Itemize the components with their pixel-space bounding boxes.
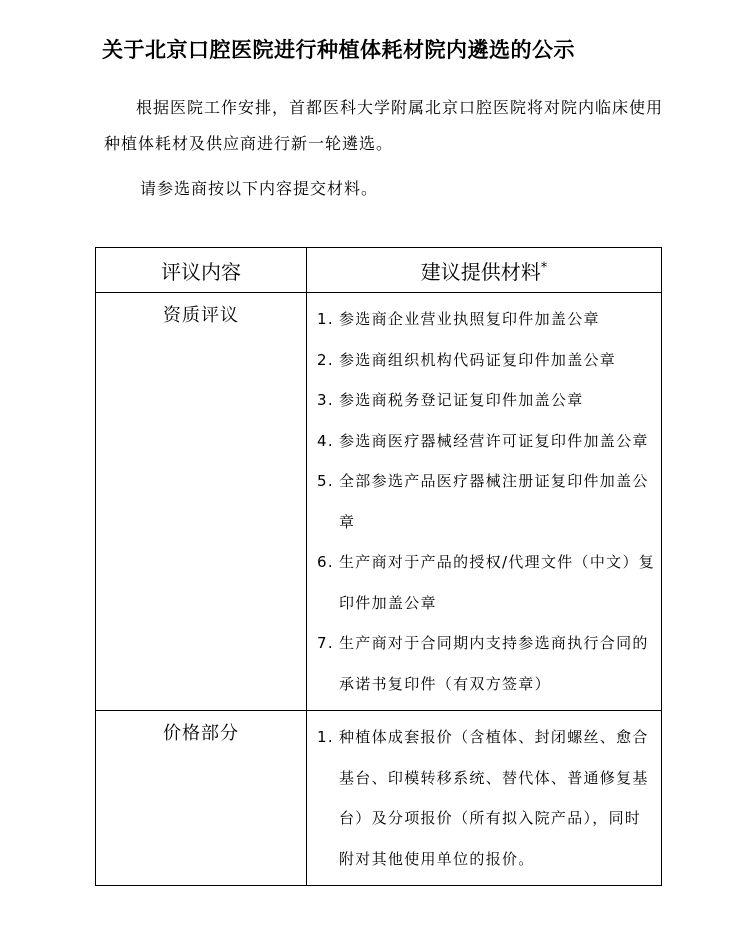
list-item-text: 参选商组织机构代码证复印件加盖公章 xyxy=(339,350,617,369)
materials-cell xyxy=(307,293,662,711)
list-item-text: 种植体成套报价（含植体、封闭螺丝、愈合基台、印模转移系统、替代体、普通修复基台）及分项报价（所有拟入院产品），同时附对其他使用单位的报价。 xyxy=(339,728,649,868)
list-item-text: 生产商对于产品的授权/代理文件（中文）复印件加盖公章 xyxy=(339,553,656,612)
list-item-number: 3. xyxy=(317,391,334,409)
list-item-text: 参选商税务登记证复印件加盖公章 xyxy=(339,391,584,409)
table-row xyxy=(96,293,662,711)
list-item-text: 全部参选产品医疗器械注册证复印件加盖公章 xyxy=(339,472,649,531)
table-header-row xyxy=(96,248,662,293)
list-item-text: 生产商对于合同期内支持参选商执行合同的承诺书复印件（有双方签章） xyxy=(339,634,649,693)
header-review-content-label: 评议内容 xyxy=(161,259,241,284)
list-item xyxy=(307,299,661,340)
list-item xyxy=(307,623,661,704)
materials-cell xyxy=(307,711,662,886)
list-item xyxy=(307,421,661,462)
list-item xyxy=(307,340,661,381)
page-title: 关于北京口腔医院进行种植体耗材院内遴选的公示 xyxy=(102,38,575,62)
materials-table xyxy=(95,247,662,886)
list-item-number: 2. xyxy=(317,350,334,369)
category-cell: 价格部分 xyxy=(96,711,307,886)
header-materials-label: 建议提供材料 xyxy=(420,259,541,284)
category-cell: 资质评议 xyxy=(96,293,307,711)
list-item xyxy=(307,542,661,623)
list-item-text: 参选商医疗器械经营许可证复印件加盖公章 xyxy=(339,431,649,450)
instruction-paragraph: 请参选商按以下内容提交材料。 xyxy=(140,179,379,198)
list-item-number: 7. xyxy=(317,634,334,652)
list-item xyxy=(307,717,661,879)
list-item xyxy=(307,461,661,542)
table-row xyxy=(96,711,662,886)
list-item xyxy=(307,380,661,421)
list-item-text: 参选商企业营业执照复印件加盖公章 xyxy=(339,310,600,328)
header-review-content xyxy=(96,248,307,293)
materials-list xyxy=(307,711,661,885)
list-item-number: 1. xyxy=(317,728,334,746)
materials-list xyxy=(307,293,661,710)
list-item-number: 5. xyxy=(317,472,334,490)
list-item-number: 4. xyxy=(317,431,334,450)
list-item-number: 6. xyxy=(317,553,334,571)
intro-paragraph: 根据医院工作安排，首都医科大学附属北京口腔医院将对院内临床使用种植体耗材及供应商进行新一轮遴选。 xyxy=(104,98,664,153)
footnote-mark: * xyxy=(540,259,548,275)
list-item-number: 1. xyxy=(317,310,334,328)
header-materials xyxy=(307,248,662,293)
